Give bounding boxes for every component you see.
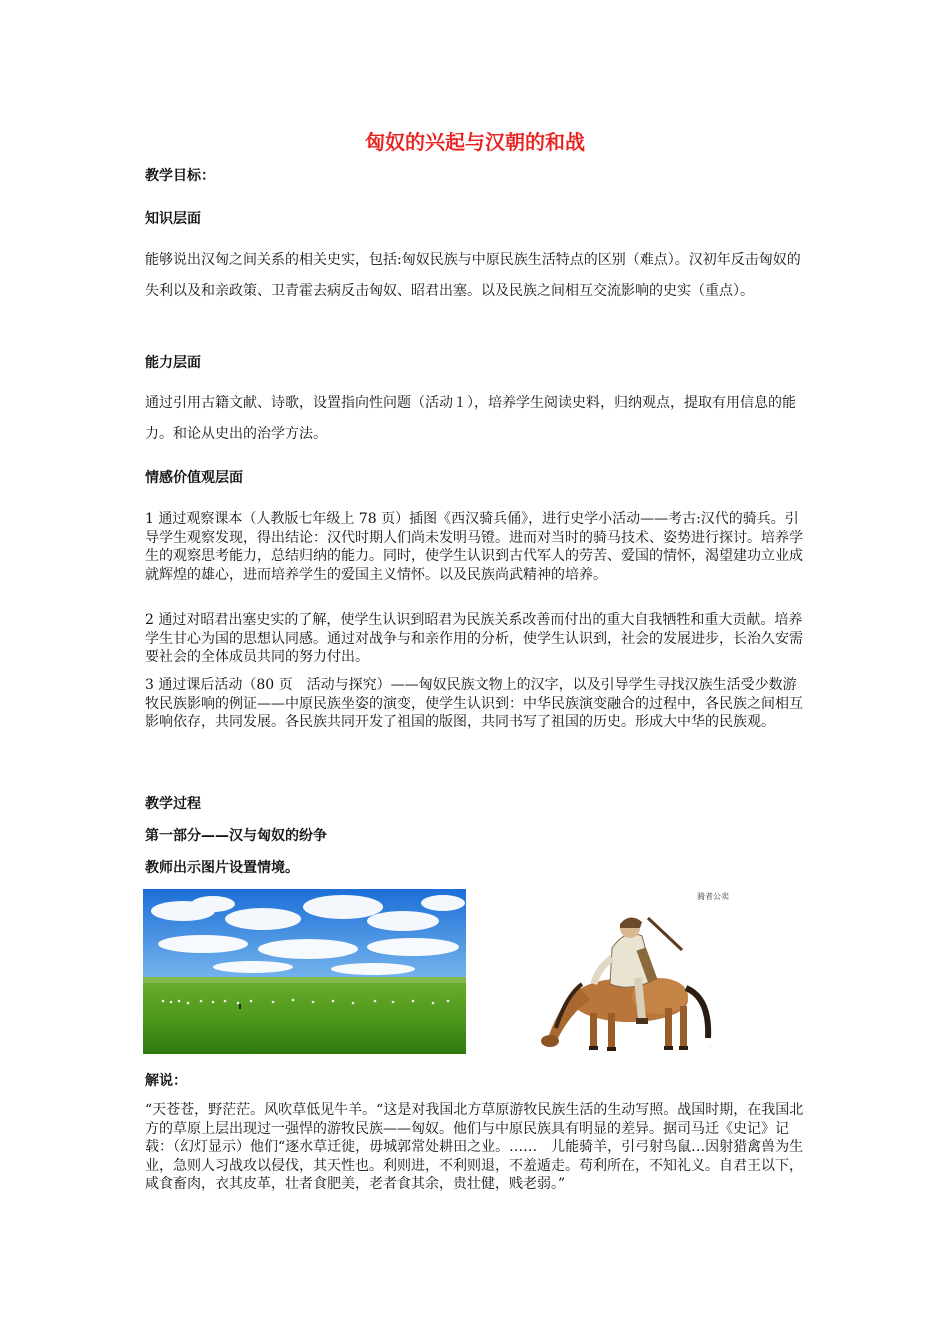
image-caption: 骑者公卖: [697, 892, 729, 901]
emotion-paragraph-2: 2 通过对昭君出塞史实的了解，使学生认识到昭君为民族关系改善而付出的重大自我牺牲和重大贡献。培养学生甘心为国的思想认同感。通过对战争与和亲作用的分析，使学生认识到，社会的发展进步，长治久安需要社会的全体成员共同的努力付出。: [145, 612, 803, 665]
process-heading: 教学过程: [145, 796, 201, 812]
emotion-heading: 情感价值观层面: [145, 470, 243, 486]
ability-text: 通过引用古籍文献、诗歌，设置指向性问题（活动１），培养学生阅读史料，归纳观点，提取有用信息的能力。和论从史出的治学方法。: [145, 395, 796, 442]
explain-text: “天苍苍，野茫茫。风吹草低见牛羊。“这是对我国北方草原游牧民族生活的生动写照。战国时期，在我国北方的草原上层出现过一强悍的游牧民族——匈奴。他们与中原民族具有明显的差异。据司马迁《史记》记载：（幻灯显示）他们“逐水草迁徙，毋城郭常处耕田之业。…… 儿能骑羊，引弓射鸟鼠…因射猎禽兽为生业，急则人习战攻以侵伐，其天性也。利则进，不利则退，不羞遁走。苟利所在，不知礼义。自君王以下，咸食畜肉，衣其皮革，壮者食肥美，老者食其余，贵壮健，贱老弱。”: [145, 1102, 804, 1192]
horseman-illustration: [530, 888, 745, 1058]
document-title: 匈奴的兴起与汉朝的和战: [365, 130, 585, 154]
explain-heading: 解说：: [145, 1073, 187, 1089]
knowledge-text: 能够说出汉匈之间关系的相关史实，包括:匈奴民族与中原民族生活特点的区别（难点）。汉初年反击匈奴的失利以及和亲政策、卫青霍去病反击匈奴、昭君出塞。以及民族之间相互交流影响的史实（重点）。: [145, 252, 801, 299]
teacher-heading: 教师出示图片设置情境。: [145, 860, 299, 876]
ability-heading: 能力层面: [145, 355, 201, 371]
emotion-paragraph-1: 1 通过观察课本（人教版七年级上 78 页）插图《西汉骑兵俑》，进行史学小活动——考古:汉代的骑兵。引导学生观察发现，得出结论：汉代时期人们尚未发明马镫。进而对当时的骑马技术、姿势进行探讨。培养学生的观察思考能力，总结归纳的能力。同时，使学生认识到古代军人的劳苦、爱国的情怀，渴望建功立业成就辉煌的雄心，进而培养学生的爱国主义情怀。以及民族尚武精神的培养。: [145, 511, 803, 583]
part1-heading: 第一部分——汉与匈奴的纷争: [145, 828, 327, 844]
svg-text:·: ·: [710, 1044, 712, 1050]
knowledge-heading: 知识层面: [145, 211, 201, 227]
grassland-image: [143, 889, 466, 1054]
emotion-paragraph-3: 3 通过课后活动（80 页 活动与探究）——匈奴民族文物上的汉字，以及引导学生寻找汉族生活受少数游牧民族影响的例证——中原民族坐姿的演变，使学生认识到：中华民族演变融合的过程中，各民族之间相互影响依存，共同发展。各民族共同开发了祖国的版图，共同书写了祖国的历史。形成大中华的民族观。: [145, 677, 803, 730]
goals-heading: 教学目标：: [145, 168, 215, 184]
